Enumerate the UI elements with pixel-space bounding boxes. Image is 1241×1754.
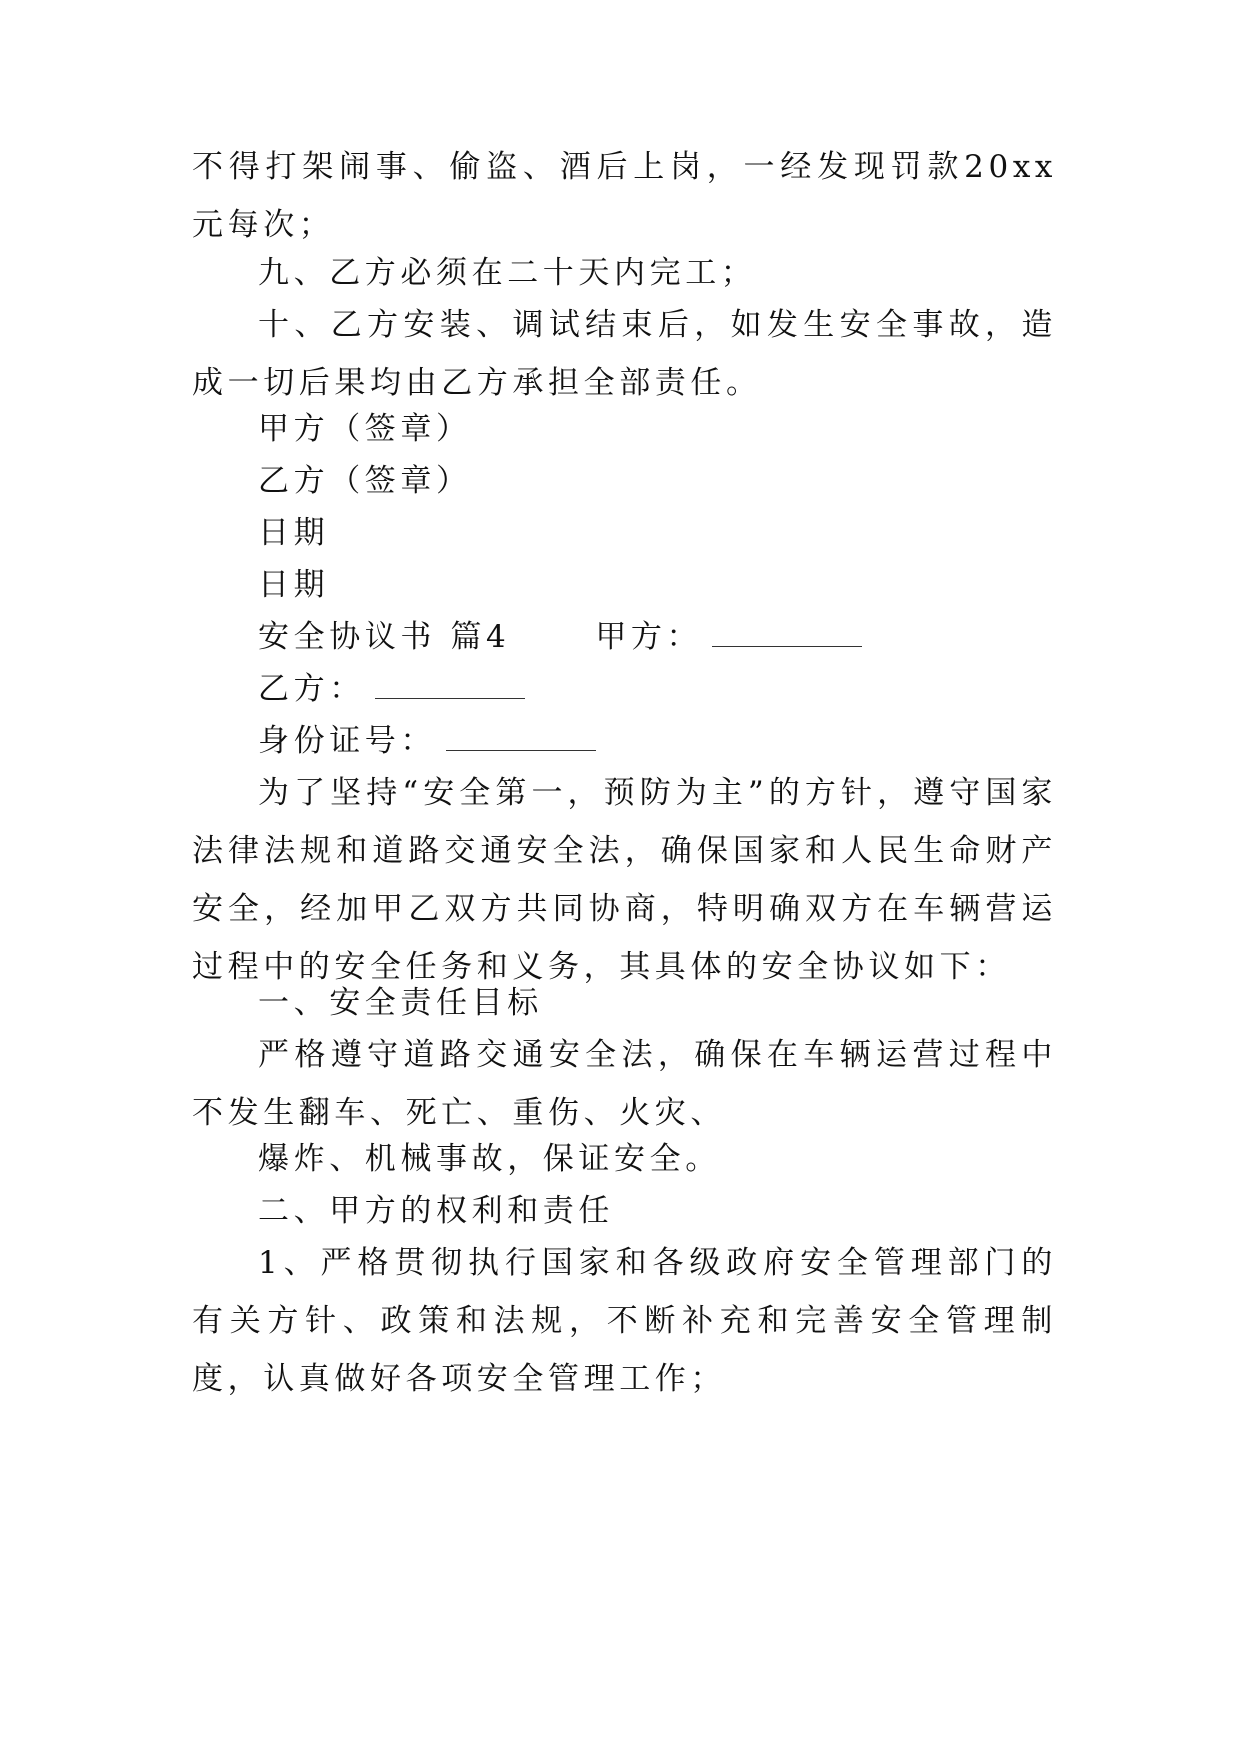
party-a-label: 甲方： bbox=[595, 619, 703, 655]
id-number-line bbox=[258, 712, 596, 770]
document-section-title: 安全协议书 篇4 bbox=[258, 619, 511, 655]
section-heading-line bbox=[258, 608, 862, 666]
id-number-blank bbox=[446, 720, 596, 751]
party-a-signature: 甲方（签章） bbox=[258, 411, 472, 447]
id-number-label: 身份证号： bbox=[258, 723, 436, 759]
paragraph-preamble: 为了坚持“安全第一，预防为主”的方针，遵守国家法律法规和道路交通安全法，确保国家和人民生命财产安全，经加甲乙双方共同协商，特明确双方在车辆营运过程中的安全任务和义务，其具体的安全协议如下： bbox=[192, 775, 1057, 985]
paragraph-safety-goal-cont: 爆炸、机械事故，保证安全。 bbox=[258, 1141, 721, 1177]
party-a-blank bbox=[712, 616, 862, 647]
party-b-line bbox=[258, 660, 525, 718]
date-line-2: 日期 bbox=[258, 567, 330, 603]
date-line-1: 日期 bbox=[258, 515, 330, 551]
party-b-label: 乙方： bbox=[258, 671, 365, 707]
party-b-blank bbox=[375, 668, 525, 699]
paragraph-item-10: 十、乙方安装、调试结束后，如发生安全事故，造成一切后果均由乙方承担全部责任。 bbox=[192, 307, 1057, 401]
paragraph-party-a-item-1: 1、严格贯彻执行国家和各级政府安全管理部门的有关方针、政策和法规，不断补充和完善安全管理制度，认真做好各项安全管理工作； bbox=[192, 1245, 1057, 1397]
party-b-signature: 乙方（签章） bbox=[258, 463, 472, 499]
paragraph-fines: 不得打架闹事、偷盗、酒后上岗，一经发现罚款20xx元每次； bbox=[192, 149, 1057, 243]
heading-party-a-rights: 二、甲方的权利和责任 bbox=[258, 1193, 614, 1229]
paragraph-safety-goal: 严格遵守道路交通安全法，确保在车辆运营过程中不发生翻车、死亡、重伤、火灾、 bbox=[192, 1037, 1057, 1131]
heading-safety-goal: 一、安全责任目标 bbox=[258, 985, 543, 1021]
paragraph-item-9: 九、乙方必须在二十天内完工； bbox=[258, 255, 757, 291]
